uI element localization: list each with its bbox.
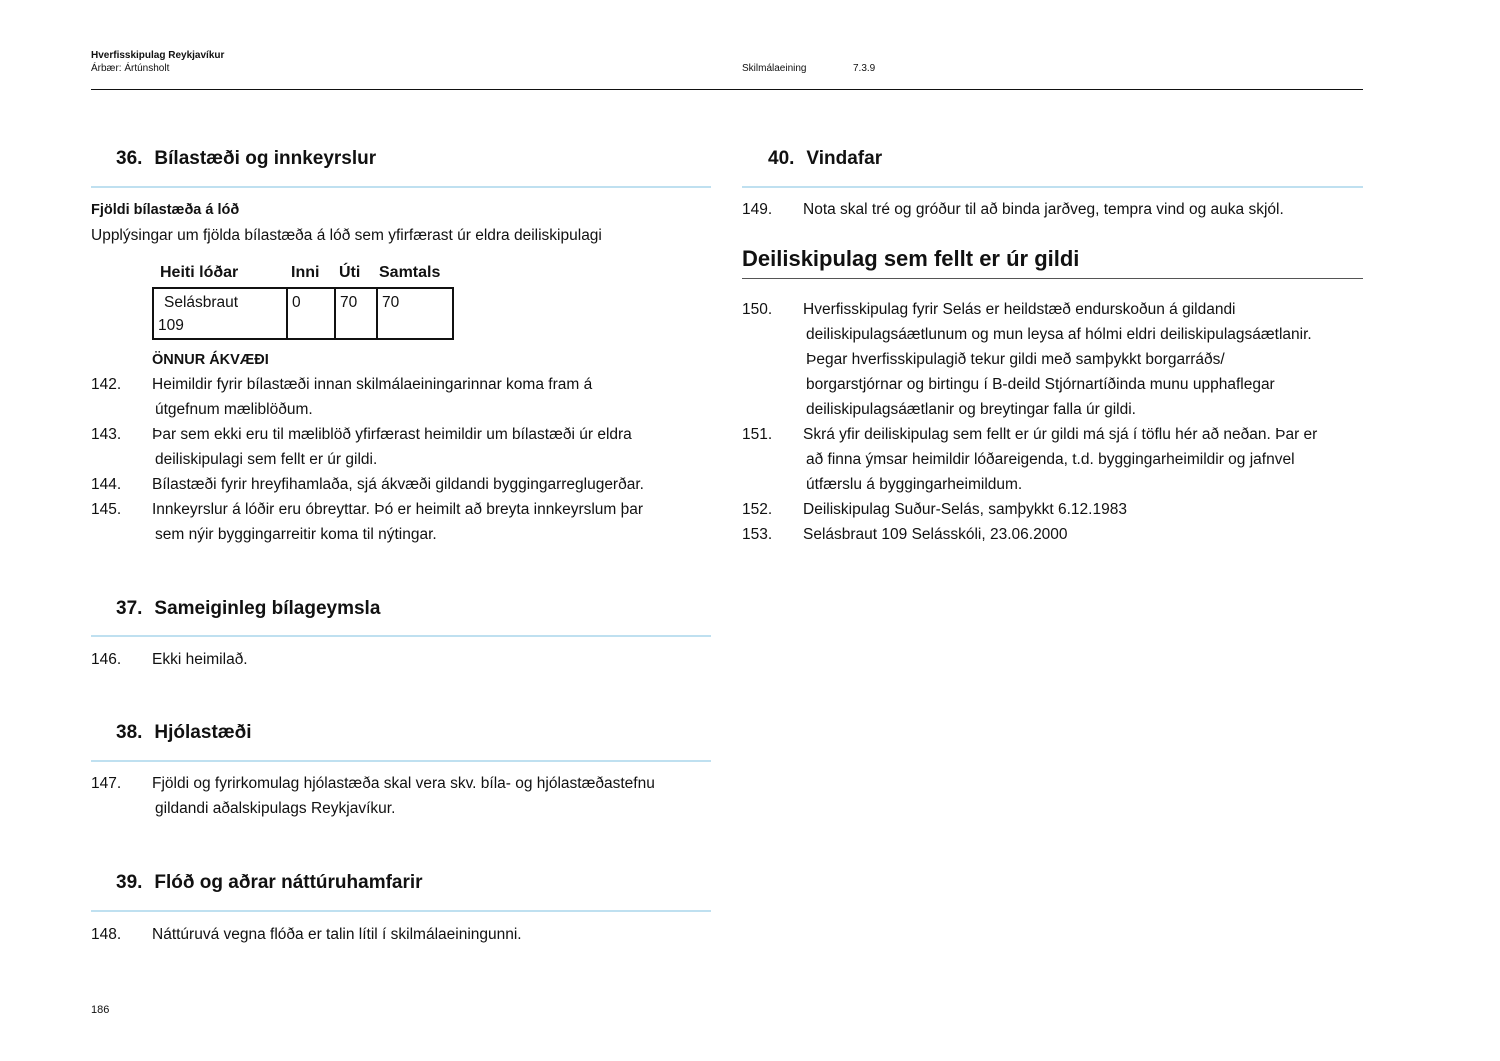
item-text-line: deiliskipulagsáætlanir og breytingar falla úr gildi. — [806, 401, 1136, 418]
item-number: 153. — [742, 526, 773, 543]
table-header-uti: Úti — [339, 264, 361, 281]
numbered-item — [91, 474, 644, 499]
cell-uti: 70 — [335, 288, 377, 339]
table-header-inni: Inni — [291, 264, 320, 281]
parking-intro: Upplýsingar um fjölda bílastæða á lóð sem yfirfærast úr eldra deiliskipulagi — [91, 227, 602, 244]
numbered-item — [742, 499, 1127, 524]
item-text-line: Þar sem ekki eru til mæliblöð yfirfærast heimildir um bílastæði úr eldra — [152, 426, 632, 443]
item-text-line: að finna ýmsar heimildir lóðareigenda, t.d. byggingarheimildir og jafnvel — [806, 451, 1295, 468]
section-title: Flóð og aðrar náttúruhamfarir — [154, 872, 423, 893]
item-text-line: borgarstjórnar og birtingu í B-deild Stjórnartíðinda munu upphaflegar — [806, 376, 1275, 393]
item-number: 144. — [91, 476, 122, 493]
item-text-line: deiliskipulagsáætlunum og mun leysa af hólmi eldri deiliskipulagsáætlanir. — [806, 326, 1312, 343]
item-text-line: Innkeyrslur á lóðir eru óbreyttar. Þó er heimilt að breyta innkeyrslum þar — [152, 501, 644, 518]
item-text-line: Bílastæði fyrir hreyfihamlaða, sjá ákvæði gildandi byggingarreglugerðar. — [152, 476, 644, 493]
item-number: 150. — [742, 301, 773, 318]
numbered-item — [742, 424, 1317, 499]
repealed-plans-heading: Deiliskipulag sem fellt er úr gildi — [742, 246, 1080, 271]
item-number: 152. — [742, 501, 773, 518]
numbered-item — [91, 649, 248, 674]
parking-table — [152, 287, 454, 340]
numbered-item — [91, 374, 592, 424]
numbered-item — [742, 199, 1284, 224]
item-text-line: útgefnum mæliblöðum. — [155, 401, 313, 418]
section-title: Hjólastæði — [154, 722, 252, 743]
item-text-line: Hverfisskipulag fyrir Selás er heildstæð endurskoðun á gildandi — [803, 301, 1236, 318]
page-number: 186 — [91, 1004, 110, 1016]
section-36-heading — [116, 147, 376, 171]
section-39-heading — [116, 871, 423, 895]
item-number: 147. — [91, 775, 122, 792]
section-rule — [91, 186, 711, 188]
section-number: 36. — [116, 148, 143, 169]
section-number: 38. — [116, 722, 143, 743]
section-37-heading — [116, 597, 380, 621]
section-number: 37. — [116, 598, 143, 619]
parking-subheading: Fjöldi bílastæða á lóð — [91, 202, 240, 218]
table-row — [153, 288, 453, 339]
item-text-line: Fjöldi og fyrirkomulag hjólastæða skal vera skv. bíla- og hjólastæðastefnu — [152, 775, 655, 792]
item-number: 143. — [91, 426, 122, 443]
section-number: 40. — [768, 148, 795, 169]
item-text-line: Selásbraut 109 Selásskóli, 23.06.2000 — [803, 526, 1068, 543]
numbered-item — [91, 424, 632, 474]
table-header-samtals: Samtals — [379, 264, 441, 281]
item-text-line: gildandi aðalskipulags Reykjavíkur. — [155, 800, 396, 817]
numbered-item — [742, 299, 1312, 424]
item-number: 142. — [91, 376, 122, 393]
item-text-line: Náttúruvá vegna flóða er talin lítil í skilmálaeiningunni. — [152, 926, 522, 943]
cell-samtals: 70 — [377, 288, 453, 339]
cell-inni: 0 — [287, 288, 335, 339]
item-text-line: Þegar hverfisskipulagið tekur gildi með samþykkt borgarráðs/ — [806, 351, 1225, 368]
table-header-name: Heiti lóðar — [160, 264, 239, 281]
repealed-rule — [742, 278, 1363, 279]
cell-name — [153, 288, 287, 339]
section-38-heading — [116, 721, 252, 745]
unit-number: 7.3.9 — [853, 63, 876, 74]
item-text-line: sem nýir byggingarreitir koma til nýtingar. — [155, 526, 437, 543]
item-text-line: Skrá yfir deiliskipulag sem fellt er úr gildi má sjá í töflu hér að neðan. Þar er — [803, 426, 1318, 443]
item-number: 149. — [742, 201, 773, 218]
section-rule — [91, 635, 711, 637]
numbered-item — [91, 499, 643, 549]
section-rule — [742, 186, 1363, 188]
unit-label: Skilmálaeining — [742, 63, 807, 74]
other-provisions-heading: ÖNNUR ÁKVÆÐI — [152, 352, 269, 368]
item-number: 151. — [742, 426, 773, 443]
item-text-line: deiliskipulagi sem fellt er úr gildi. — [155, 451, 378, 468]
cell-name-line: Selásbraut — [164, 294, 239, 311]
item-text-line: Nota skal tré og gróður til að binda jarðveg, tempra vind og auka skjól. — [803, 201, 1284, 218]
numbered-item — [742, 524, 1068, 549]
document-title: Hverfisskipulag Reykjavíkur — [91, 50, 225, 61]
item-text-line: Deiliskipulag Suður-Selás, samþykkt 6.12.1983 — [803, 501, 1127, 518]
item-text-line: útfærslu á byggingarheimildum. — [806, 476, 1023, 493]
section-40-heading — [768, 147, 882, 171]
header-rule — [91, 89, 1363, 90]
section-rule — [91, 910, 711, 912]
item-number: 148. — [91, 926, 122, 943]
section-title: Sameiginleg bílageymsla — [154, 598, 381, 619]
numbered-item — [91, 924, 522, 949]
item-text-line: Ekki heimilað. — [152, 651, 248, 668]
section-title: Bílastæði og innkeyrslur — [154, 148, 377, 169]
item-number: 145. — [91, 501, 122, 518]
section-title: Vindafar — [806, 148, 883, 169]
document-subtitle: Árbær: Ártúnsholt — [91, 63, 170, 74]
numbered-item — [91, 773, 655, 823]
section-rule — [91, 760, 711, 762]
section-number: 39. — [116, 872, 143, 893]
item-number: 146. — [91, 651, 122, 668]
item-text-line: Heimildir fyrir bílastæði innan skilmálaeiningarinnar koma fram á — [152, 376, 593, 393]
cell-name-line: 109 — [158, 317, 184, 334]
